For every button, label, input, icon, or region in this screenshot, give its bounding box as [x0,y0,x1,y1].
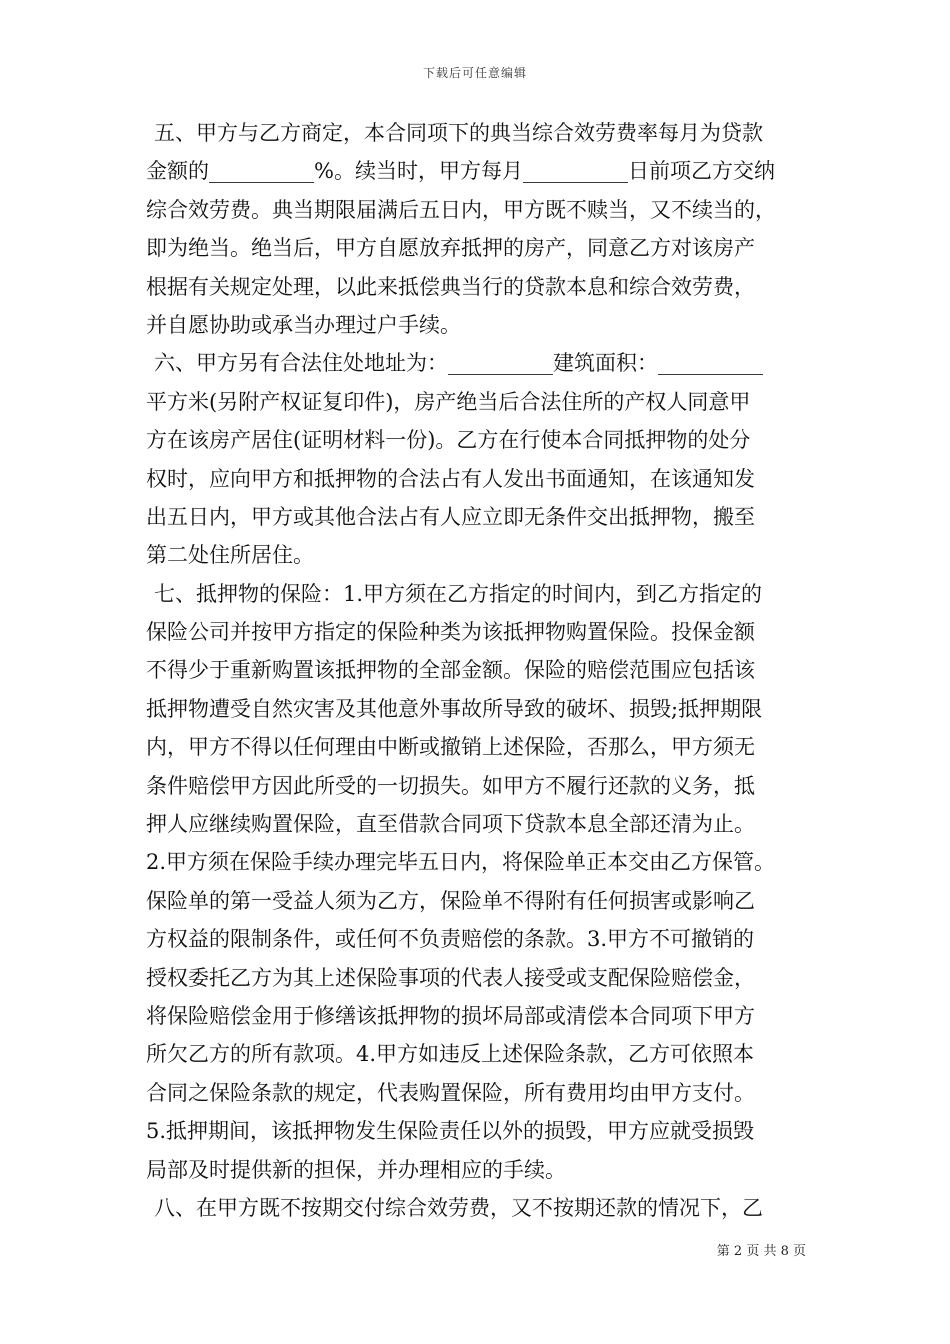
text-line: 根据有关规定处理，以此来抵偿典当行的贷款本息和综合效劳费， [146,274,755,299]
text-line: 所欠乙方的所有款项。4.甲方如违反上述保险条款，乙方可依照本 [146,1042,755,1067]
text-line: 内，甲方不得以任何理由中断或撤销上述保险，否那么，甲方须无 [146,735,755,760]
text-line: 方在该房产居住(证明材料一份)。乙方在行使本合同抵押物的处分 [146,428,751,453]
text-line: 出五日内，甲方或其他合法占有人应立即无条件交出抵押物，搬至 [146,504,755,529]
text-line: 局部及时提供新的担保，并办理相应的手续。 [146,1157,566,1182]
text-line: 平方米(另附产权证复印件)，房产绝当后合法住所的产权人同意甲 [146,389,751,414]
text-line: 方权益的限制条件，或任何不负责赔偿的条款。3.甲方不可撤销的 [146,927,755,952]
text-line: 保险公司并按甲方指定的保险种类为该抵押物购置保险。投保金额 [146,620,755,645]
page-header-note: 下载后可任意编辑 [422,66,527,80]
text-line: 授权委托乙方为其上述保险事项的代表人接受或支配保险赔偿金， [146,965,755,990]
text-line: 保险单的第一受益人须为乙方，保险单不得附有任何损害或影响乙 [146,888,755,913]
text-line: 即为绝当。绝当后，甲方自愿放弃抵押的房产，同意乙方对该房产 [146,236,755,261]
text-line: 权时，应向甲方和抵押物的合法占有人发出书面通知，在该通知发 [146,466,755,491]
text-line: 并自愿协助或承当办理过户手续。 [146,312,461,337]
text-line: 七、抵押物的保险：1.甲方须在乙方指定的时间内，到乙方指定的 [154,581,763,606]
text-line: 条件赔偿甲方因此所受的一切损失。如甲方不履行还款的义务，抵 [146,773,755,798]
text-line: 第二处住所居住。 [146,543,314,568]
page-number: 第 2 页 共 8 页 [716,1244,806,1259]
text-line: 合同之保险条款的规定，代表购置保险，所有费用均由甲方支付。 [146,1080,755,1105]
text-line: 不得少于重新购置该抵押物的全部金额。保险的赔偿范围应包括该 [146,658,755,683]
text-line: 五、甲方与乙方商定，本合同项下的典当综合效劳费率每月为贷款 [154,121,763,145]
text-line: 金额的__________%。续当时，甲方每月__________日前项乙方交纳 [146,159,775,184]
text-line: 5.抵押期间，该抵押物发生保险责任以外的损毁，甲方应就受损毁 [146,1119,755,1144]
text-line: 综合效劳费。典当期限届满后五日内，甲方既不赎当，又不续当的， [146,197,776,222]
text-line: 六、甲方另有合法住处地址为：__________建筑面积：__________ [154,351,763,376]
text-line: 押人应继续购置保险，直至借款合同项下贷款本息全部还清为止。 [146,812,755,837]
text-line: 将保险赔偿金用于修缮该抵押物的损坏局部或清偿本合同项下甲方 [146,1003,755,1028]
text-line: 2.甲方须在保险手续办理完毕五日内，将保险单正本交由乙方保管。 [146,850,776,875]
text-line: 八、在甲方既不按期交付综合效劳费，又不按期还款的情况下，乙 [154,1195,763,1220]
document-body [146,114,811,1227]
text-line: 抵押物遭受自然灾害及其他意外事故所导致的破坏、损毁;抵押期限 [146,696,763,721]
